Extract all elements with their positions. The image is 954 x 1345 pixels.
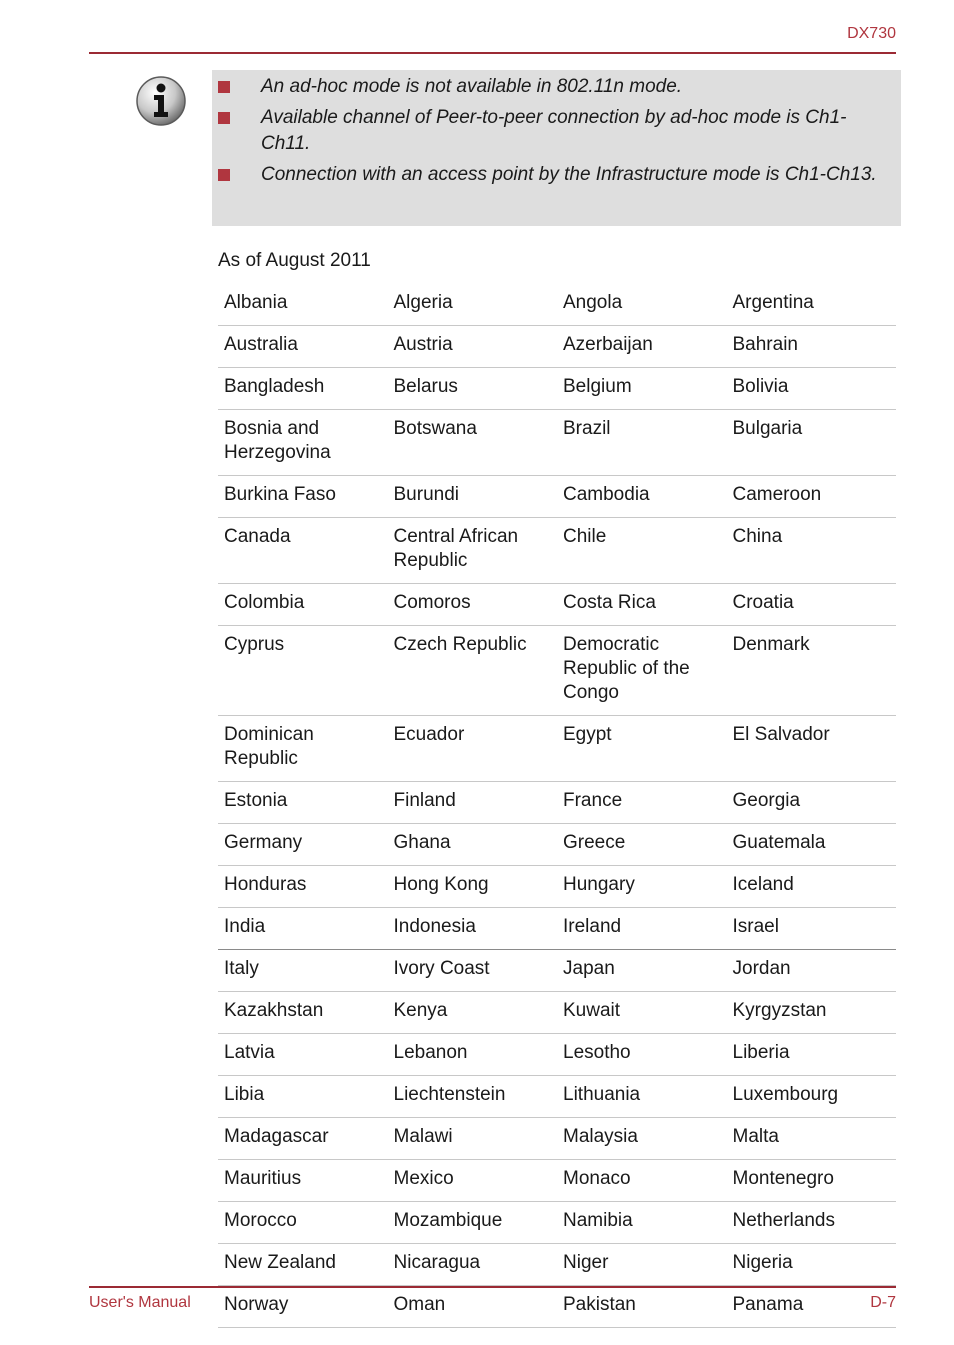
- table-cell: Morocco: [218, 1202, 388, 1244]
- table-row: [218, 1202, 896, 1244]
- table-cell: Namibia: [557, 1202, 727, 1244]
- table-cell: Colombia: [218, 584, 388, 626]
- table-cell: Hungary: [557, 866, 727, 908]
- footer-page-number: D-7: [870, 1294, 896, 1311]
- table-row: [218, 1034, 896, 1076]
- table-cell: Finland: [388, 782, 558, 824]
- table-cell: Bulgaria: [727, 410, 897, 476]
- table-cell: Algeria: [388, 284, 558, 326]
- table-cell: Mexico: [388, 1160, 558, 1202]
- table-cell: Costa Rica: [557, 584, 727, 626]
- header-model: DX730: [847, 25, 896, 42]
- table-row: [218, 368, 896, 410]
- table-cell: Liechtenstein: [388, 1076, 558, 1118]
- table-cell: Croatia: [727, 584, 897, 626]
- table-cell: Angola: [557, 284, 727, 326]
- footer-rule: [89, 1286, 896, 1288]
- table-row: [218, 410, 896, 476]
- table-row: [218, 584, 896, 626]
- note-text: Connection with an access point by the Infrastructure mode is Ch1-Ch13.: [261, 164, 877, 185]
- table-cell: Jordan: [727, 950, 897, 992]
- note-item: [212, 162, 891, 188]
- table-cell: Denmark: [727, 626, 897, 716]
- table-cell: Panama: [727, 1286, 897, 1328]
- table-cell: New Zealand: [218, 1244, 388, 1286]
- table-cell: Malaysia: [557, 1118, 727, 1160]
- table-cell: Dominican Republic: [218, 716, 388, 782]
- table-cell: Japan: [557, 950, 727, 992]
- table-cell: Honduras: [218, 866, 388, 908]
- table-cell: Lesotho: [557, 1034, 727, 1076]
- table-cell: Ghana: [388, 824, 558, 866]
- table-row: [218, 1286, 896, 1328]
- table-row: [218, 326, 896, 368]
- table-cell: Austria: [388, 326, 558, 368]
- table-cell: Bahrain: [727, 326, 897, 368]
- bullet-square-icon: [218, 169, 230, 181]
- table-cell: Burundi: [388, 476, 558, 518]
- table-cell: Comoros: [388, 584, 558, 626]
- table-cell: Georgia: [727, 782, 897, 824]
- table-cell: Central African Republic: [388, 518, 558, 584]
- table-cell: Liberia: [727, 1034, 897, 1076]
- table-cell: Madagascar: [218, 1118, 388, 1160]
- table-cell: Indonesia: [388, 908, 558, 950]
- table-row: [218, 866, 896, 908]
- table-cell: Israel: [727, 908, 897, 950]
- table-cell: Democratic Republic of the Congo: [557, 626, 727, 716]
- table-cell: Azerbaijan: [557, 326, 727, 368]
- table-row: [218, 908, 896, 950]
- bullet-square-icon: [218, 112, 230, 124]
- table-cell: Malta: [727, 1118, 897, 1160]
- table-row: [218, 626, 896, 716]
- header-rule: [89, 52, 896, 54]
- table-cell: Bolivia: [727, 368, 897, 410]
- table-cell: Monaco: [557, 1160, 727, 1202]
- info-icon: [135, 75, 187, 127]
- table-cell: Ireland: [557, 908, 727, 950]
- country-table: [218, 284, 896, 1328]
- note-item: [212, 74, 891, 100]
- table-cell: Luxembourg: [727, 1076, 897, 1118]
- table-cell: Egypt: [557, 716, 727, 782]
- table-cell: Malawi: [388, 1118, 558, 1160]
- table-cell: Hong Kong: [388, 866, 558, 908]
- table-row: [218, 518, 896, 584]
- table-cell: Estonia: [218, 782, 388, 824]
- table-cell: Ivory Coast: [388, 950, 558, 992]
- table-cell: Cyprus: [218, 626, 388, 716]
- note-item: [212, 105, 891, 157]
- table-row: [218, 716, 896, 782]
- table-row: [218, 992, 896, 1034]
- table-cell: El Salvador: [727, 716, 897, 782]
- table-cell: Burkina Faso: [218, 476, 388, 518]
- footer-manual-title: User's Manual: [89, 1294, 191, 1311]
- table-row: [218, 824, 896, 866]
- table-cell: Nigeria: [727, 1244, 897, 1286]
- table-cell: Brazil: [557, 410, 727, 476]
- table-cell: Kyrgyzstan: [727, 992, 897, 1034]
- note-text: Available channel of Peer-to-peer connection by ad-hoc mode is Ch1-Ch11.: [261, 107, 847, 154]
- table-cell: Bosnia and Herzegovina: [218, 410, 388, 476]
- bullet-square-icon: [218, 81, 230, 93]
- table-cell: Ecuador: [388, 716, 558, 782]
- table-cell: Latvia: [218, 1034, 388, 1076]
- table-cell: China: [727, 518, 897, 584]
- table-row: [218, 1076, 896, 1118]
- table-cell: Lebanon: [388, 1034, 558, 1076]
- table-row: [218, 950, 896, 992]
- table-cell: Kenya: [388, 992, 558, 1034]
- table-cell: India: [218, 908, 388, 950]
- table-row: [218, 1244, 896, 1286]
- table-cell: Kazakhstan: [218, 992, 388, 1034]
- table-cell: Canada: [218, 518, 388, 584]
- table-cell: Belgium: [557, 368, 727, 410]
- table-cell: Germany: [218, 824, 388, 866]
- table-cell: Mozambique: [388, 1202, 558, 1244]
- table-cell: Oman: [388, 1286, 558, 1328]
- table-cell: Bangladesh: [218, 368, 388, 410]
- table-cell: Iceland: [727, 866, 897, 908]
- table-cell: Albania: [218, 284, 388, 326]
- table-cell: Cambodia: [557, 476, 727, 518]
- table-row: [218, 1118, 896, 1160]
- table-cell: Cameroon: [727, 476, 897, 518]
- table-cell: Nicaragua: [388, 1244, 558, 1286]
- table-cell: Italy: [218, 950, 388, 992]
- table-cell: Lithuania: [557, 1076, 727, 1118]
- table-cell: Libia: [218, 1076, 388, 1118]
- table-row: [218, 476, 896, 518]
- table-cell: Montenegro: [727, 1160, 897, 1202]
- table-cell: Belarus: [388, 368, 558, 410]
- as-of-date: As of August 2011: [218, 250, 371, 271]
- table-cell: Pakistan: [557, 1286, 727, 1328]
- table-cell: Guatemala: [727, 824, 897, 866]
- table-row: [218, 782, 896, 824]
- table-row: [218, 1160, 896, 1202]
- table-cell: Niger: [557, 1244, 727, 1286]
- table-cell: France: [557, 782, 727, 824]
- table-cell: Australia: [218, 326, 388, 368]
- table-cell: Norway: [218, 1286, 388, 1328]
- table-cell: Kuwait: [557, 992, 727, 1034]
- table-row: [218, 284, 896, 326]
- note-box: [212, 70, 901, 226]
- table-cell: Greece: [557, 824, 727, 866]
- table-cell: Czech Republic: [388, 626, 558, 716]
- note-text: An ad-hoc mode is not available in 802.11n mode.: [261, 76, 683, 97]
- table-cell: Argentina: [727, 284, 897, 326]
- table-cell: Botswana: [388, 410, 558, 476]
- table-cell: Mauritius: [218, 1160, 388, 1202]
- table-cell: Netherlands: [727, 1202, 897, 1244]
- table-cell: Chile: [557, 518, 727, 584]
